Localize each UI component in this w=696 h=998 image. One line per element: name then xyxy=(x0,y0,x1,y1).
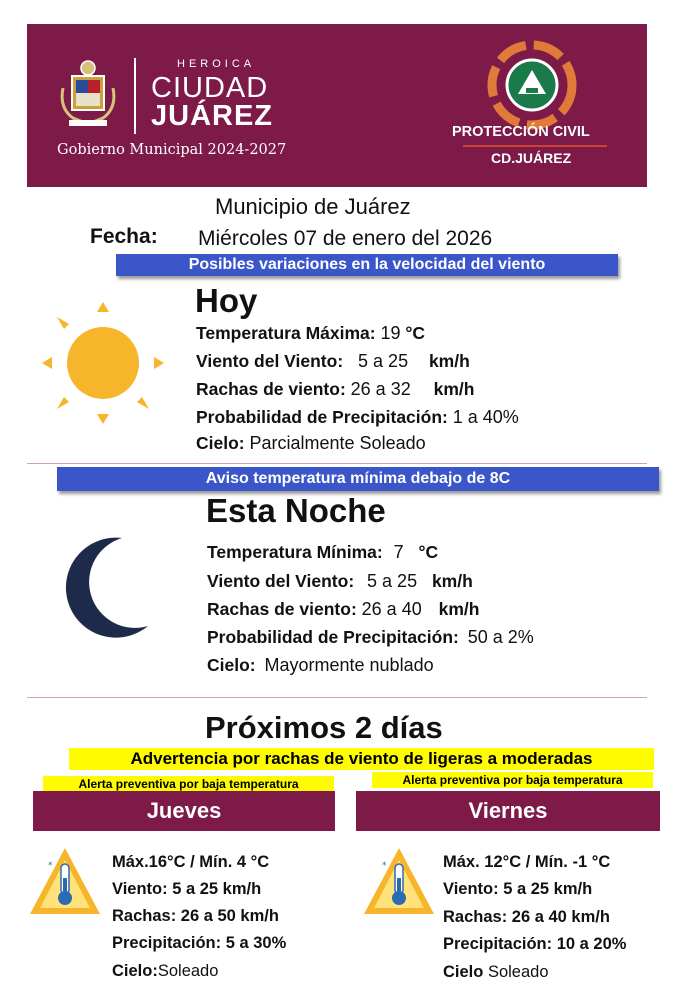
temp-min-value: 7 xyxy=(393,542,404,562)
pc-underline xyxy=(463,145,607,147)
viento-unit: km/h xyxy=(431,571,473,591)
noche-rachas-row xyxy=(207,599,479,620)
viernes-rachas: Rachas: 26 a 40 km/h xyxy=(443,908,610,926)
heroica-text: HEROICA xyxy=(177,58,256,70)
precip-value: 1 a 40% xyxy=(452,407,519,427)
viernes-header: Viernes xyxy=(356,791,660,831)
cd-juarez-text: CD.JUÁREZ xyxy=(491,150,572,166)
wind-variation-banner: Posibles variaciones en la velocidad del viento xyxy=(116,254,618,276)
hoy-title: Hoy xyxy=(195,282,258,319)
section-divider xyxy=(27,463,647,464)
rachas-label: Rachas de viento: xyxy=(207,599,357,619)
hoy-viento-row xyxy=(196,351,470,372)
fecha-label: Fecha: xyxy=(90,225,158,248)
wind-warning-banner: Advertencia por rachas de viento de ligeras a moderadas xyxy=(69,748,654,770)
cold-thermometer-icon xyxy=(362,846,436,918)
precip-value: 50 a 2% xyxy=(467,627,534,647)
precip-label: Probabilidad de Precipitación: xyxy=(207,627,459,647)
temp-max-value: 19 xyxy=(380,323,401,343)
esta-noche-title: Esta Noche xyxy=(206,492,386,529)
viernes-precip: Precipitación: 10 a 20% xyxy=(443,935,627,953)
cielo-label: Cielo: xyxy=(196,433,245,453)
svg-text:*: * xyxy=(48,861,53,871)
cielo-label: Cielo: xyxy=(207,655,256,675)
header-banner xyxy=(27,24,647,187)
viento-label: Viento del Viento: xyxy=(196,351,344,371)
sun-icon xyxy=(40,300,166,426)
gobierno-municipal-text: Gobierno Municipal 2024-2027 xyxy=(57,142,287,158)
cielo-value: Mayormente nublado xyxy=(264,655,434,675)
cielo-value: Soleado xyxy=(487,963,549,981)
viernes-alert-banner: Alerta preventiva por baja temperatura xyxy=(372,772,653,788)
rachas-label: Rachas de viento: xyxy=(196,379,346,399)
viernes-viento: Viento: 5 a 25 km/h xyxy=(443,880,593,898)
city-crest-icon xyxy=(59,58,117,130)
header-divider xyxy=(134,58,136,134)
rachas-value: 26 a 40 xyxy=(361,599,422,619)
proteccion-civil-logo-icon xyxy=(487,40,577,130)
viento-value: 5 a 25 xyxy=(358,351,409,371)
temp-unit: °C xyxy=(418,542,439,562)
noche-viento-row xyxy=(207,571,473,592)
cold-thermometer-icon xyxy=(28,846,102,918)
hoy-temp-row xyxy=(196,323,425,344)
viento-unit: km/h xyxy=(428,351,470,371)
jueves-alert-banner: Alerta preventiva por baja temperatura xyxy=(43,776,334,792)
noche-cielo-row xyxy=(207,655,434,676)
svg-text:*: * xyxy=(382,861,387,871)
viento-value: 5 a 25 xyxy=(367,571,418,591)
temp-min-label: Temperatura Mínima: xyxy=(207,542,383,562)
juarez-text: JUÁREZ xyxy=(151,100,274,132)
proteccion-civil-title: PROTECCIÓN CIVIL xyxy=(452,124,590,140)
temp-unit: °C xyxy=(405,323,426,343)
noche-precip-row xyxy=(207,627,534,648)
rachas-value: 26 a 32 xyxy=(350,379,411,399)
cielo-label: Cielo: xyxy=(112,962,158,980)
section-divider xyxy=(27,697,647,698)
jueves-maxmin: Máx.16°C / Mín. 4 °C xyxy=(112,853,270,871)
jueves-precip: Precipitación: 5 a 30% xyxy=(112,934,287,952)
ciudad-text: CIUDAD xyxy=(151,72,269,104)
low-temp-banner: Aviso temperatura mínima debajo de 8C xyxy=(57,467,659,491)
moon-icon xyxy=(62,534,152,638)
hoy-cielo-row xyxy=(196,433,426,454)
jueves-cielo-row xyxy=(112,962,218,981)
viento-label: Viento del Viento: xyxy=(207,571,355,591)
fecha-value: Miércoles 07 de enero del 2026 xyxy=(198,227,493,250)
hoy-rachas-row xyxy=(196,379,474,400)
jueves-header: Jueves xyxy=(33,791,335,831)
jueves-viento: Viento: 5 a 25 km/h xyxy=(112,880,262,898)
proximos-title: Próximos 2 días xyxy=(205,710,443,745)
temp-max-label: Temperatura Máxima: xyxy=(196,323,376,343)
noche-temp-row xyxy=(207,542,438,563)
hoy-precip-row xyxy=(196,407,519,428)
cielo-label: Cielo xyxy=(443,963,484,981)
municipio-title: Municipio de Juárez xyxy=(215,194,411,219)
cielo-value: Parcialmente Soleado xyxy=(249,433,426,453)
viernes-cielo-row xyxy=(443,963,549,982)
rachas-unit: km/h xyxy=(438,599,480,619)
precip-label: Probabilidad de Precipitación: xyxy=(196,407,448,427)
jueves-rachas: Rachas: 26 a 50 km/h xyxy=(112,907,279,925)
rachas-unit: km/h xyxy=(433,379,475,399)
viernes-maxmin: Máx. 12°C / Mín. -1 °C xyxy=(443,853,611,871)
cielo-value: Soleado xyxy=(157,962,219,980)
